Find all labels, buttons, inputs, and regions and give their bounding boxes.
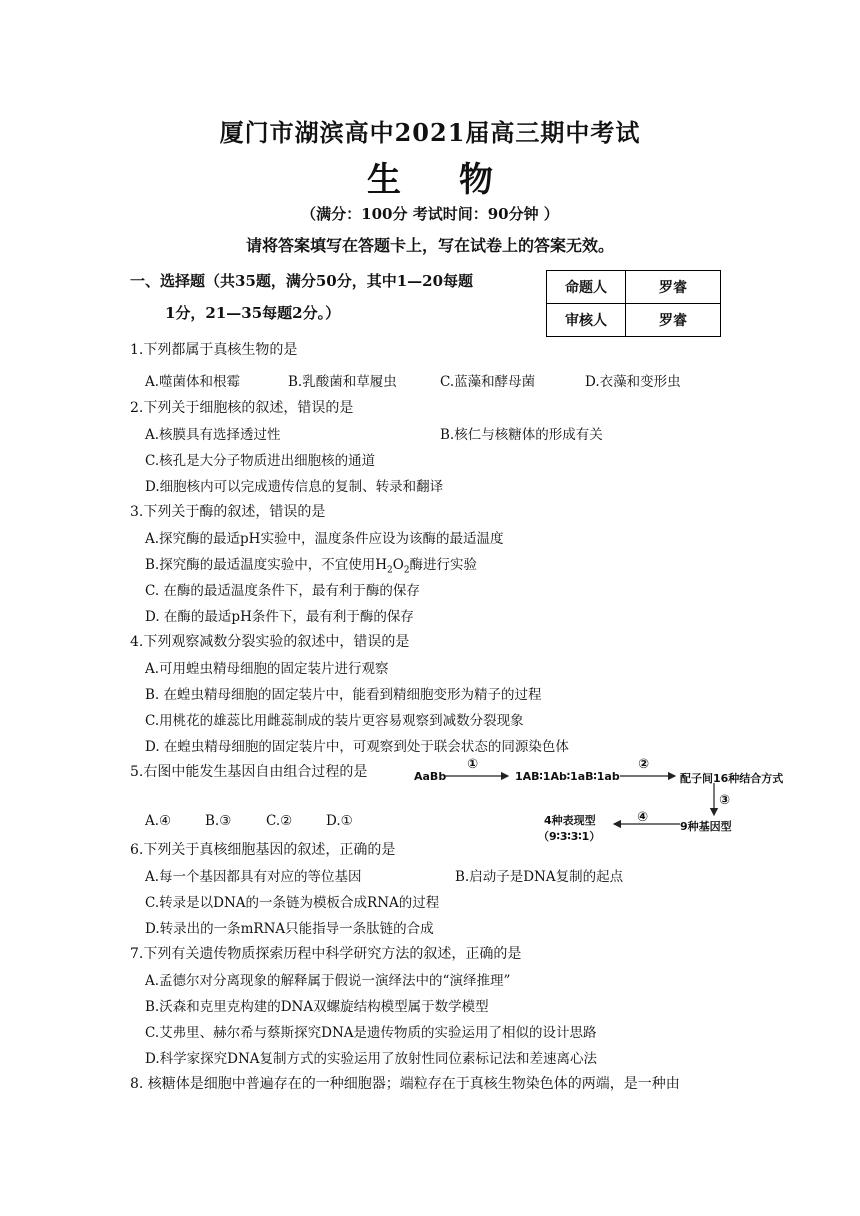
q6-option-c: C.转录是以DNA的一条链为模板合成RNA的过程 [145,895,440,911]
q4-option-a: A.可用蝗虫精母细胞的固定装片进行观察 [145,661,389,677]
q2-option-d: D.细胞核内可以完成遗传信息的复制、转录和翻译 [145,479,444,495]
reviewer-name: 罗睿 [626,304,721,337]
question-7-stem: 7.下列有关遗传物质探索历程中科学研究方法的叙述，正确的是 [130,946,522,962]
diagram-phenotypes: 4种表现型 [544,814,596,827]
q4-option-c: C.用桃花的雄蕊比用雌蕊制成的装片更容易观察到减数分裂现象 [145,713,524,729]
q4-option-b: B. 在蝗虫精母细胞的固定装片中，能看到精细胞变形为精子的过程 [145,687,542,703]
q2-option-a: A.核膜具有选择透过性 [145,427,281,443]
diagram-step-3: ③ [719,793,731,808]
score-line: （满分：100分 考试时间：90分钟 ） [301,205,559,223]
formula-sub-1: 2 [387,565,393,576]
question-1-stem: 1.下列都属于真核生物的是 [130,342,298,358]
staff-table [546,270,721,337]
q6-option-d: D.转录出的一条mRNA只能指导一条肽链的合成 [145,921,434,937]
diagram-step-2: ② [638,757,650,772]
answer-notice: 请将答案填写在答题卡上，写在试卷上的答案无效。 [245,236,614,255]
q1-option-a: A.噬菌体和根霉 [145,374,241,390]
free-combination-diagram [412,758,792,848]
q3-option-b-text: B.探究酶的最适温度实验中，不宜使用 [145,557,376,573]
formula-sub-2: 2 [403,565,410,576]
diagram-combinations: 配子间16种结合方式 [680,772,784,785]
q3-option-b-tail: 酶进行实验 [409,557,478,573]
question-3-stem: 3.下列关于酶的叙述，错误的是 [130,504,326,520]
q5-option-b: B.③ [205,813,232,829]
diagram-step-4: ④ [637,810,649,825]
question-2-stem: 2.下列关于细胞核的叙述，错误的是 [130,400,354,416]
q2-option-b: B.核仁与核糖体的形成有关 [440,427,603,443]
reviewer-label: 审核人 [547,304,626,337]
q6-option-a: A.每一个基因都具有对应的等位基因 [145,869,362,885]
q7-option-b: B.沃森和克里克构建的DNA双螺旋结构模型属于数学模型 [145,999,489,1015]
section-heading: 一、选择题（共35题，满分50分，其中1—20每题 [130,272,474,290]
q4-option-d: D. 在蝗虫精母细胞的固定装片中，可观察到处于联会状态的同源染色体 [145,739,569,755]
question-5-stem: 5.右图中能发生基因自由组合过程的是 [130,764,368,780]
question-8-stem: 8. 核糖体是细胞中普遍存在的一种细胞器；端粒存在于真核生物染色体的两端，是一种由 [130,1076,680,1092]
q5-option-d: D.① [326,813,353,829]
q5-option-c: C.② [266,813,293,829]
author-label: 命题人 [547,271,626,304]
question-6-stem: 6.下列关于真核细胞基因的叙述，正确的是 [130,842,396,858]
q1-option-b: B.乳酸菌和草履虫 [288,374,397,390]
q1-option-d: D.衣藻和变形虫 [585,374,681,390]
diagram-parent: AaBb [414,770,447,783]
q5-option-a: A.④ [145,813,172,829]
q2-option-c: C.核孔是大分子物质进出细胞核的通道 [145,453,376,469]
exam-title: 厦门市湖滨高中2021届高三期中考试 [219,118,641,147]
h2o2-formula [375,557,410,576]
section-heading-cont: 1分，21—35每题2分。） [165,304,341,322]
q7-option-d: D.科学家探究DNA复制方式的实验运用了放射性同位素标记法和差速离心法 [145,1051,598,1067]
q3-option-d: D. 在酶的最适pH条件下，最有利于酶的保存 [145,609,414,625]
q7-option-c: C.艾弗里、赫尔希与蔡斯探究DNA是遗传物质的实验运用了相似的设计思路 [145,1025,597,1041]
q1-option-c: C.蓝藻和酵母菌 [440,374,536,390]
diagram-step-1: ① [467,757,479,772]
subject-title: 生物 [367,160,551,200]
diagram-genotypes: 9种基因型 [680,820,732,833]
question-4-stem: 4.下列观察减数分裂实验的叙述中，错误的是 [130,634,410,650]
q6-option-b: B.启动子是DNA复制的起点 [455,869,624,885]
diagram-gametes: 1AB∶1Ab∶1aB∶1ab [515,770,620,783]
q3-option-a: A.探究酶的最适pH实验中，温度条件应设为该酶的最适温度 [145,531,504,547]
q3-option-b [145,553,477,576]
q7-option-a: A.孟德尔对分离现象的解释属于假说一演绎法中的“演绎推理” [145,973,511,989]
diagram-ratio: （9∶3∶3∶1） [538,830,601,843]
formula-h: H [375,557,387,573]
formula-o: O [392,557,404,573]
q3-option-c: C. 在酶的最适温度条件下，最有利于酶的保存 [145,583,420,599]
author-name: 罗睿 [626,271,721,304]
